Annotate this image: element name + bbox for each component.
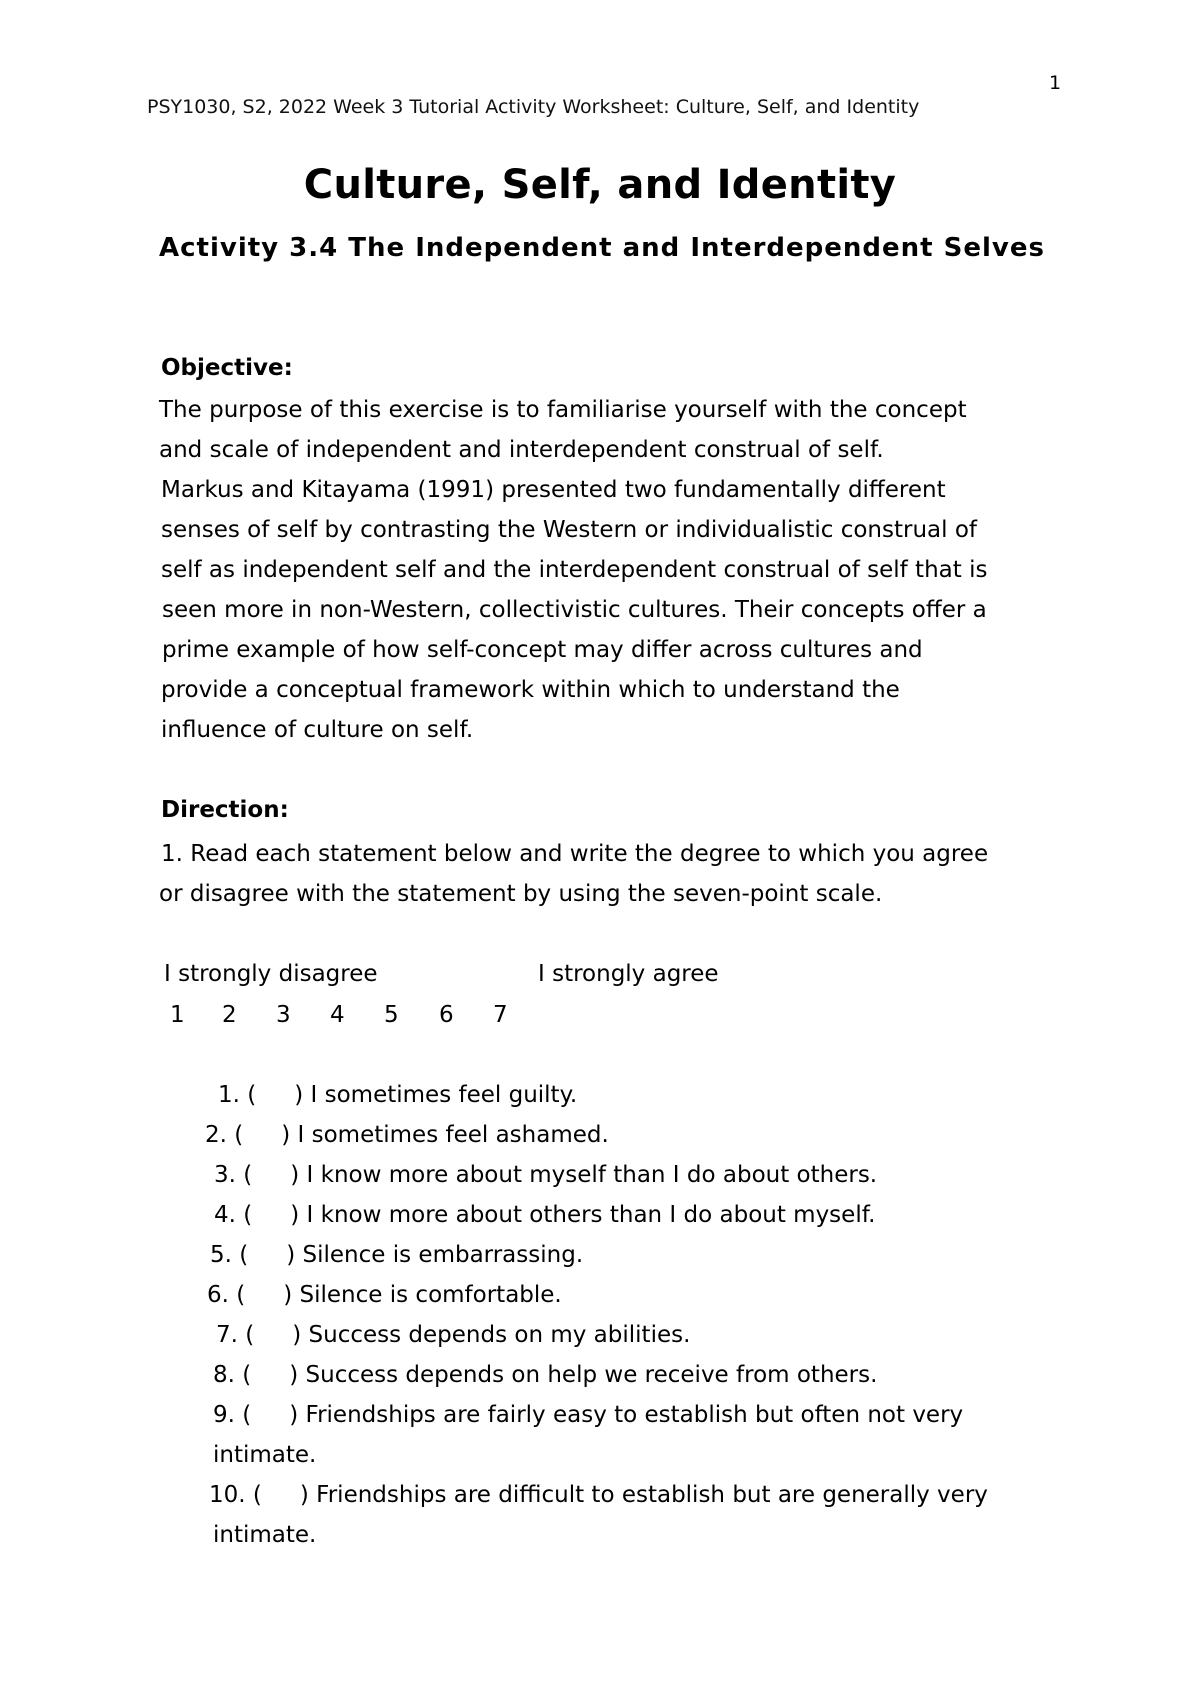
scale-number: 3 (276, 1002, 291, 1028)
item-text: Friendships are difficult to establish but are generally very (316, 1482, 988, 1508)
statement-item (213, 1402, 963, 1428)
objective-line: Markus and Kitayama (1991) presented two fundamentally different (161, 477, 946, 503)
item-number: 10. ( (209, 1482, 262, 1508)
item-number: 5. ( (210, 1242, 249, 1268)
scale-right-label: I strongly agree (538, 961, 719, 987)
objective-line: senses of self by contrasting the Western or individualistic construal of (161, 517, 977, 543)
statement-item-continuation: intimate. (213, 1522, 317, 1548)
item-text: I know more about myself than I do about others. (306, 1162, 878, 1188)
item-text: I know more about others than I do about myself. (306, 1202, 876, 1228)
item-text: I sometimes feel guilty. (310, 1082, 578, 1108)
objective-line: self as independent self and the interdependent construal of self that is (161, 557, 988, 583)
item-answer-blank[interactable]: ) (290, 1162, 300, 1188)
statement-item (216, 1322, 690, 1348)
scale-number: 6 (439, 1002, 454, 1028)
statement-item (209, 1482, 988, 1508)
running-header: PSY1030, S2, 2022 Week 3 Tutorial Activity Worksheet: Culture, Self, and Identity (147, 96, 920, 118)
direction-heading: Direction: (161, 797, 289, 823)
page-number: 1 (1049, 72, 1062, 94)
scale-left-label: I strongly disagree (164, 961, 378, 987)
objective-line: prime example of how self-concept may differ across cultures and (162, 637, 923, 663)
item-answer-blank[interactable]: ) (281, 1122, 291, 1148)
item-number: 2. ( (205, 1122, 244, 1148)
item-number: 7. ( (216, 1322, 255, 1348)
statement-item-continuation: intimate. (213, 1442, 317, 1468)
item-answer-blank[interactable]: ) (292, 1322, 302, 1348)
activity-title: Activity 3.4 The Independent and Interdependent Selves (159, 233, 1045, 263)
item-number: 3. ( (214, 1162, 253, 1188)
item-number: 1. ( (218, 1082, 257, 1108)
objective-line: provide a conceptual framework within which to understand the (161, 677, 900, 703)
statement-item (218, 1082, 577, 1108)
scale-number: 7 (493, 1002, 508, 1028)
objective-heading: Objective: (161, 355, 293, 381)
item-text: Success depends on help we receive from others. (305, 1362, 878, 1388)
item-text: I sometimes feel ashamed. (297, 1122, 609, 1148)
statement-item (214, 1202, 875, 1228)
document-title: Culture, Self, and Identity (303, 162, 897, 208)
item-text: Silence is comfortable. (299, 1282, 562, 1308)
statement-item (207, 1282, 562, 1308)
item-answer-blank[interactable]: ) (294, 1082, 304, 1108)
objective-line: The purpose of this exercise is to familiarise yourself with the concept (159, 397, 967, 423)
scale-number: 5 (384, 1002, 399, 1028)
item-answer-blank[interactable]: ) (286, 1242, 296, 1268)
statement-item (214, 1162, 877, 1188)
scale-number: 2 (222, 1002, 237, 1028)
objective-line: seen more in non-Western, collectivistic cultures. Their concepts offer a (162, 597, 987, 623)
statement-item (213, 1362, 877, 1388)
scale-number: 4 (330, 1002, 345, 1028)
item-number: 9. ( (213, 1402, 252, 1428)
item-answer-blank[interactable]: ) (283, 1282, 293, 1308)
statement-item (205, 1122, 609, 1148)
item-answer-blank[interactable]: ) (290, 1202, 300, 1228)
item-answer-blank[interactable]: ) (289, 1362, 299, 1388)
item-number: 4. ( (214, 1202, 253, 1228)
statement-item (210, 1242, 583, 1268)
direction-line: 1. Read each statement below and write the degree to which you agree (161, 841, 989, 867)
scale-number: 1 (170, 1002, 185, 1028)
item-answer-blank[interactable]: ) (299, 1482, 309, 1508)
direction-line: or disagree with the statement by using the seven-point scale. (159, 881, 883, 907)
item-text: Friendships are fairly easy to establish but often not very (305, 1402, 964, 1428)
item-number: 8. ( (213, 1362, 252, 1388)
item-text: Silence is embarrassing. (302, 1242, 584, 1268)
item-answer-blank[interactable]: ) (289, 1402, 299, 1428)
item-text: Success depends on my abilities. (308, 1322, 691, 1348)
objective-line: and scale of independent and interdependent construal of self. (159, 437, 884, 463)
objective-line: influence of culture on self. (161, 717, 474, 743)
item-number: 6. ( (207, 1282, 246, 1308)
